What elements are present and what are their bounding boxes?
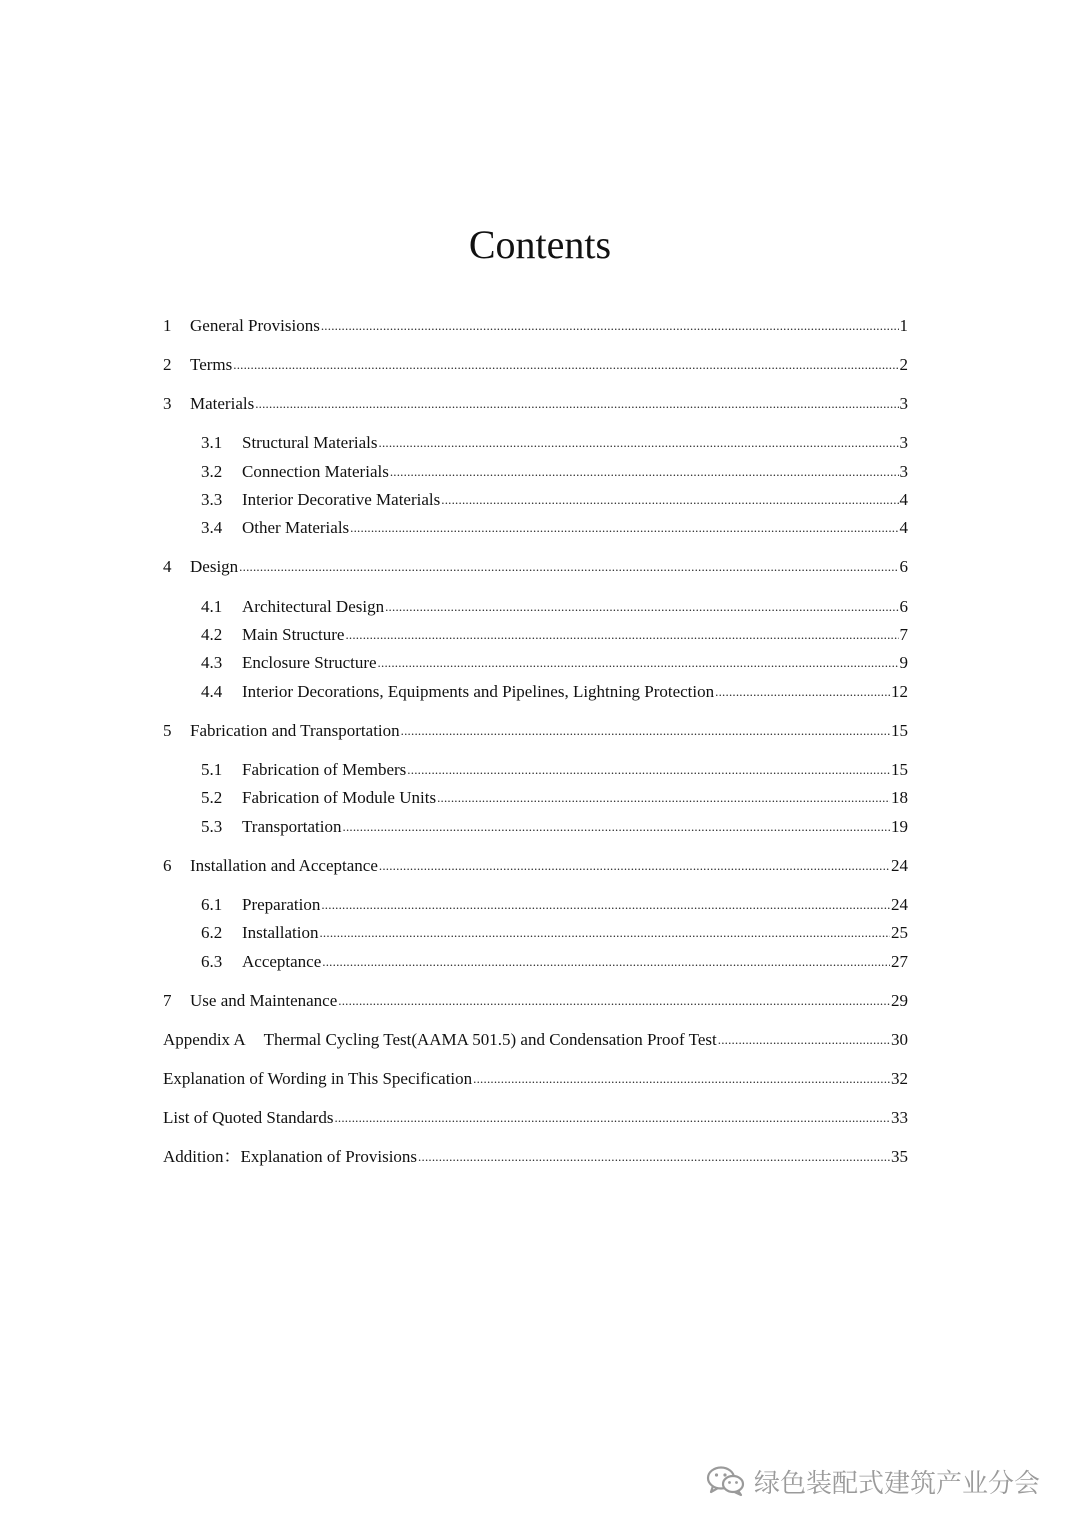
dot-leader bbox=[322, 950, 890, 973]
toc-label: Main Structure bbox=[242, 625, 345, 644]
toc-page: 6 bbox=[899, 557, 908, 576]
wechat-icon bbox=[706, 1465, 746, 1497]
dot-leader bbox=[379, 854, 890, 877]
toc-label: Acceptance bbox=[242, 952, 322, 971]
toc-label: Preparation bbox=[242, 895, 321, 914]
dot-leader bbox=[321, 893, 890, 916]
dot-leader bbox=[321, 314, 899, 337]
dot-leader bbox=[441, 488, 898, 511]
toc-number: 5 bbox=[163, 721, 172, 740]
toc-number: 5.1 bbox=[201, 760, 223, 779]
toc-page: 19 bbox=[891, 817, 908, 836]
toc-entry-3[interactable] bbox=[163, 393, 908, 416]
toc-label: Structural Materials bbox=[242, 433, 378, 452]
toc-label: List of Quoted Standards bbox=[163, 1108, 334, 1127]
toc-number: 4.1 bbox=[201, 597, 223, 616]
toc-number: 6.1 bbox=[201, 895, 223, 914]
toc-number: 6 bbox=[163, 856, 172, 875]
toc-entry-2[interactable] bbox=[163, 354, 908, 377]
dot-leader bbox=[715, 680, 890, 703]
dot-leader bbox=[390, 460, 899, 483]
dot-leader bbox=[233, 353, 898, 376]
toc-entry-3-4[interactable] bbox=[201, 517, 908, 540]
toc-label: Enclosure Structure bbox=[242, 653, 377, 672]
toc-page: 29 bbox=[891, 991, 908, 1010]
toc-entry-addition[interactable] bbox=[163, 1146, 908, 1169]
toc-entry-4-1[interactable] bbox=[201, 596, 908, 619]
toc-entry-3-2[interactable] bbox=[201, 461, 908, 484]
dot-leader bbox=[418, 1145, 890, 1168]
toc-number: 7 bbox=[163, 991, 172, 1010]
toc-number: 5.2 bbox=[201, 788, 223, 807]
toc-number: 6.2 bbox=[201, 923, 223, 942]
toc-entry-5-3[interactable] bbox=[201, 816, 908, 839]
toc-entry-6[interactable] bbox=[163, 855, 908, 878]
dot-leader bbox=[334, 1106, 890, 1129]
toc-number: 4.3 bbox=[201, 653, 223, 672]
toc-page: 6 bbox=[899, 597, 908, 616]
toc-number: 2 bbox=[163, 355, 172, 374]
toc-label: Other Materials bbox=[242, 518, 350, 537]
toc-page: 35 bbox=[891, 1147, 908, 1166]
dot-leader bbox=[319, 921, 890, 944]
toc-number: Appendix A bbox=[163, 1030, 246, 1049]
dot-leader bbox=[379, 431, 899, 454]
toc-label: Design bbox=[190, 557, 239, 576]
toc-entry-5[interactable] bbox=[163, 720, 908, 743]
toc-entry-1[interactable] bbox=[163, 315, 908, 338]
toc-page: 32 bbox=[891, 1069, 908, 1088]
dot-leader bbox=[385, 595, 898, 618]
dot-leader bbox=[338, 989, 890, 1012]
toc-entry-4-4[interactable] bbox=[201, 681, 908, 704]
toc-label: Interior Decorations, Equipments and Pipelines, Lightning Protection bbox=[242, 682, 715, 701]
toc-page: 7 bbox=[899, 625, 908, 644]
toc-label: Explanation of Wording in This Specification bbox=[163, 1069, 473, 1088]
toc-entry-appendix-a[interactable] bbox=[163, 1029, 908, 1052]
dot-leader bbox=[718, 1028, 890, 1051]
toc-number: 3 bbox=[163, 394, 172, 413]
toc-page: 15 bbox=[891, 760, 908, 779]
toc-page: 3 bbox=[899, 433, 908, 452]
dot-leader bbox=[437, 786, 890, 809]
toc-label: Fabrication and Transportation bbox=[190, 721, 400, 740]
toc-label: General Provisions bbox=[190, 316, 320, 335]
toc-number: 3.2 bbox=[201, 462, 223, 481]
toc-label: Interior Decorative Materials bbox=[242, 490, 441, 509]
toc-label: Addition：Explanation of Provisions bbox=[163, 1147, 418, 1166]
toc-page: 30 bbox=[891, 1030, 908, 1049]
toc-page: 12 bbox=[891, 682, 908, 701]
toc-page: 9 bbox=[899, 653, 908, 672]
toc-label: Fabrication of Module Units bbox=[242, 788, 437, 807]
toc-entry-3-3[interactable] bbox=[201, 489, 908, 512]
toc-page: 18 bbox=[891, 788, 908, 807]
dot-leader bbox=[378, 651, 899, 674]
toc-page: 3 bbox=[899, 462, 908, 481]
dot-leader bbox=[401, 719, 890, 742]
toc-number: 4 bbox=[163, 557, 172, 576]
toc-number: 3.3 bbox=[201, 490, 223, 509]
toc-page: 4 bbox=[899, 490, 908, 509]
toc-number: 5.3 bbox=[201, 817, 223, 836]
toc-page: 15 bbox=[891, 721, 908, 740]
toc-label: Terms bbox=[190, 355, 233, 374]
toc-page: 3 bbox=[899, 394, 908, 413]
toc-page: 24 bbox=[891, 856, 908, 875]
toc-entry-quoted-standards[interactable] bbox=[163, 1107, 908, 1130]
toc-label: Installation bbox=[242, 923, 319, 942]
toc-entry-6-2[interactable] bbox=[201, 922, 908, 945]
toc-entry-4-2[interactable] bbox=[201, 624, 908, 647]
dot-leader bbox=[345, 623, 898, 646]
dot-leader bbox=[255, 392, 898, 415]
dot-leader bbox=[407, 758, 890, 781]
watermark bbox=[706, 1463, 1056, 1499]
toc-page: 4 bbox=[899, 518, 908, 537]
toc-label: Fabrication of Members bbox=[242, 760, 407, 779]
toc-entry-3-1[interactable] bbox=[201, 432, 908, 455]
toc-entry-5-1[interactable] bbox=[201, 759, 908, 782]
toc-number: 3.1 bbox=[201, 433, 223, 452]
dot-leader bbox=[350, 516, 898, 539]
toc-page: 2 bbox=[899, 355, 908, 374]
dot-leader bbox=[473, 1067, 890, 1090]
toc-label: Installation and Acceptance bbox=[190, 856, 378, 875]
dot-leader bbox=[343, 815, 891, 838]
toc-label: Use and Maintenance bbox=[190, 991, 338, 1010]
watermark-text: 绿色装配式建筑产业分会 bbox=[754, 1468, 1041, 1499]
toc-number: 3.4 bbox=[201, 518, 223, 537]
toc-label: Architectural Design bbox=[242, 597, 385, 616]
toc-label: Transportation bbox=[242, 817, 342, 836]
toc-entry-explanation-of-wording[interactable] bbox=[163, 1068, 908, 1091]
toc-number: 4.4 bbox=[201, 682, 223, 701]
toc-number: 6.3 bbox=[201, 952, 223, 971]
dot-leader bbox=[239, 555, 898, 578]
toc-number: 4.2 bbox=[201, 625, 223, 644]
toc-page: 25 bbox=[891, 923, 908, 942]
page-title: Contents bbox=[468, 222, 612, 267]
toc-number: 1 bbox=[163, 316, 172, 335]
toc-entry-4-3[interactable] bbox=[201, 652, 908, 675]
toc-label: Thermal Cycling Test(AAMA 501.5) and Condensation Proof Test bbox=[263, 1030, 717, 1049]
toc-entry-6-1[interactable] bbox=[201, 894, 908, 917]
toc-page: 33 bbox=[891, 1108, 908, 1127]
toc-entry-7[interactable] bbox=[163, 990, 908, 1013]
toc-page: 1 bbox=[899, 316, 908, 335]
toc-page: 24 bbox=[891, 895, 908, 914]
toc-entry-5-2[interactable] bbox=[201, 787, 908, 810]
toc-label: Materials bbox=[190, 394, 255, 413]
toc-label: Connection Materials bbox=[242, 462, 389, 481]
toc-page: 27 bbox=[891, 952, 908, 971]
toc-entry-6-3[interactable] bbox=[201, 951, 908, 974]
toc-entry-4[interactable] bbox=[163, 556, 908, 579]
